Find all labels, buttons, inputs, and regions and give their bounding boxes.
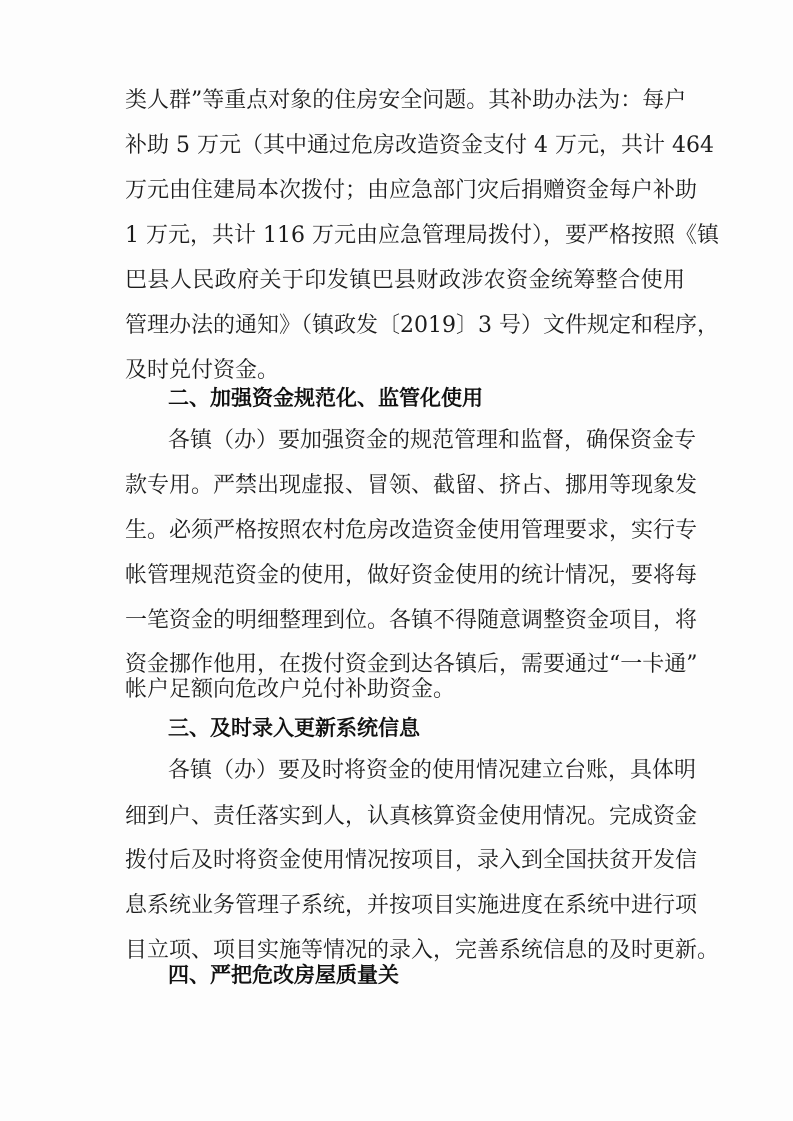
paragraph-line: 类人群”等重点对象的住房安全问题。其补助办法为：每户 — [125, 88, 687, 113]
paragraph-line: 细到户、责任落实到人，认真核算资金使用情况。完成资金 — [125, 804, 698, 829]
section-heading-2: 二、加强资金规范化、监管化使用 — [168, 386, 483, 410]
paragraph-line: 帐户足额向危改户兑付补助资金。 — [125, 677, 456, 702]
paragraph-line: 各镇（办）要加强资金的规范管理和监督，确保资金专 — [168, 428, 697, 453]
paragraph-line: 生。必须严格按照农村危房改造资金使用管理要求，实行专 — [125, 518, 698, 543]
paragraph-line: 息系统业务管理子系统，并按项目实施进度在系统中进行项 — [125, 893, 698, 918]
paragraph-line: 资金挪作他用，在拨付资金到达各镇后，需要通过“一卡通” — [125, 652, 698, 677]
paragraph-line: 款专用。严禁出现虚报、冒领、截留、挤占、挪用等现象发 — [125, 473, 698, 498]
paragraph-line: 1 万元，共计 116 万元由应急管理局拨付），要严格按照《镇 — [125, 223, 719, 248]
paragraph-line: 拨付后及时将资金使用情况按项目，录入到全国扶贫开发信 — [125, 848, 698, 873]
paragraph-line: 巴县人民政府关于印发镇巴县财政涉农资金统筹整合使用 — [125, 268, 685, 293]
paragraph-line: 一笔资金的明细整理到位。各镇不得随意调整资金项目，将 — [125, 608, 698, 633]
paragraph-line: 目立项、项目实施等情况的录入，完善系统信息的及时更新。 — [125, 938, 720, 963]
paragraph-line: 各镇（办）要及时将资金的使用情况建立台账，具体明 — [168, 758, 697, 783]
paragraph-line: 万元由住建局本次拨付；由应急部门灾后捐赠资金每户补助 — [125, 178, 698, 203]
section-heading-4: 四、严把危改房屋质量关 — [168, 963, 399, 987]
paragraph-line: 管理办法的通知》（镇政发〔2019〕3 号）文件规定和程序， — [125, 313, 719, 338]
section-heading-3: 三、及时录入更新系统信息 — [168, 716, 420, 740]
paragraph-line: 帐管理规范资金的使用，做好资金使用的统计情况，要将每 — [125, 563, 698, 588]
paragraph-line: 及时兑付资金。 — [125, 358, 280, 383]
paragraph-line: 补助 5 万元（其中通过危房改造资金支付 4 万元，共计 464 — [125, 133, 714, 158]
